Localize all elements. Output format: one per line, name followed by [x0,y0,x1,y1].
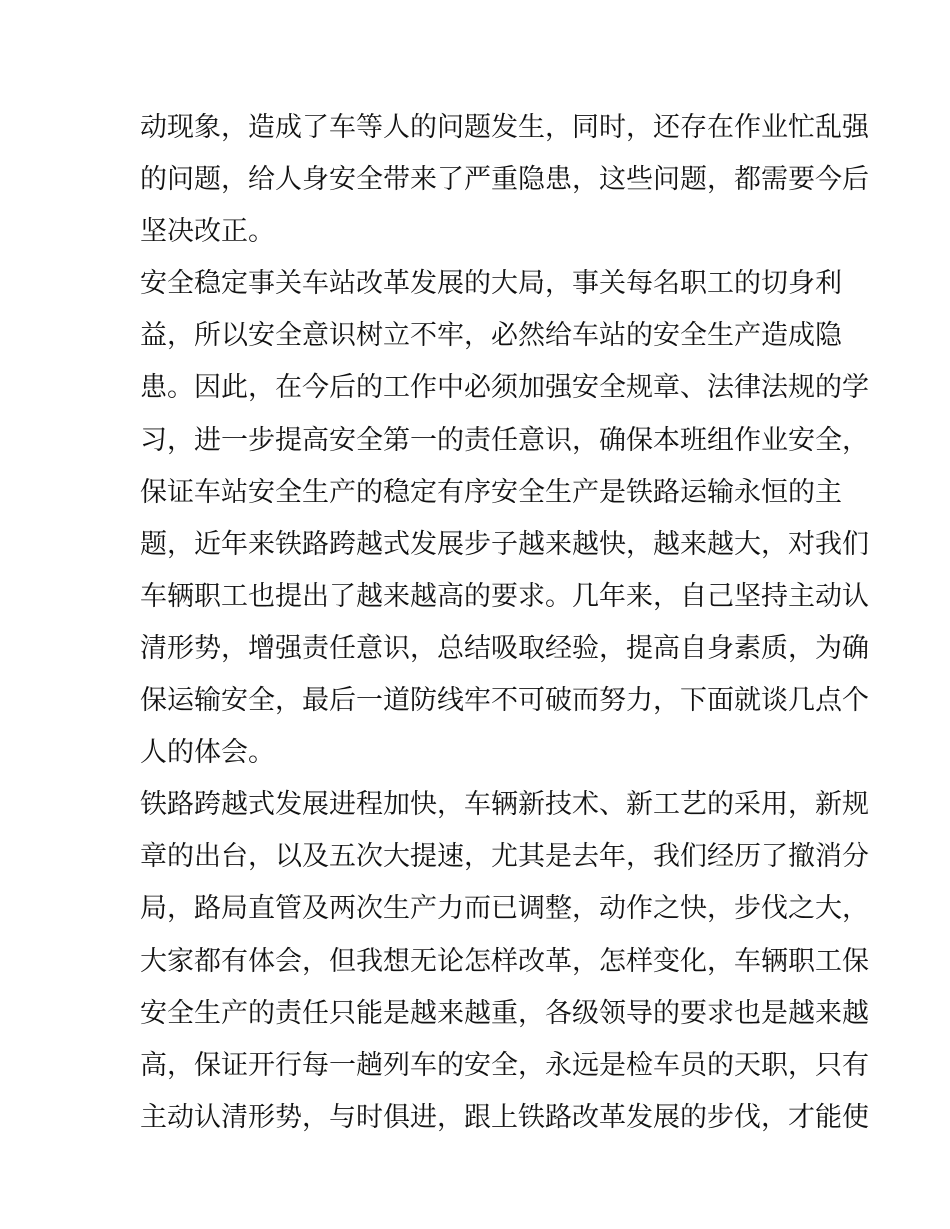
text-line: 高，保证开行每一趟列车的安全，永远是检车员的天职，只有 [140,1049,869,1081]
text-line: 清形势，增强责任意识，总结吸取经验，提高自身素质，为确 [140,632,869,664]
text-line: 坚决改正。 [140,216,275,248]
body-text [140,102,869,1144]
text-line: 习，进一步提高安全第一的责任意识，确保本班组作业安全， [140,424,869,456]
text-line: 车辆职工也提出了越来越高的要求。几年来，自己坚持主动认 [140,580,869,612]
text-line: 益，所以安全意识树立不牢，必然给车站的安全生产造成隐 [140,320,842,352]
text-line: 大家都有体会，但我想无论怎样改革，怎样变化，车辆职工保 [140,945,869,977]
text-line: 主动认清形势，与时俱进，跟上铁路改革发展的步伐，才能使 [140,1101,869,1133]
text-line: 动现象，造成了车等人的问题发生，同时，还存在作业忙乱强 [140,112,869,143]
text-line: 保运输安全，最后一道防线牢不可破而努力，下面就谈几点个 [140,685,869,717]
text-line: 安全生产的责任只能是越来越重，各级领导的要求也是越来越 [140,997,869,1029]
text-line: 人的体会。 [140,737,275,769]
text-line: 安全稳定事关车站改革发展的大局，事关每名职工的切身利 [140,268,842,300]
text-line: 局，路局直管及两次生产力而已调整，动作之快，步伐之大， [140,893,869,925]
text-line: 章的出台，以及五次大提速，尤其是去年，我们经历了撤消分 [140,841,869,873]
text-line: 保证车站安全生产的稳定有序安全生产是铁路运输永恒的主 [140,476,842,508]
text-line: 的问题，给人身安全带来了严重隐患，这些问题，都需要今后 [140,164,869,196]
text-line: 题，近年来铁路跨越式发展步子越来越快，越来越大，对我们 [140,528,869,560]
text-line: 患。因此，在今后的工作中必须加强安全规章、法律法规的学 [140,372,869,404]
text-line: 铁路跨越式发展进程加快，车辆新技术、新工艺的采用，新规 [140,789,869,821]
